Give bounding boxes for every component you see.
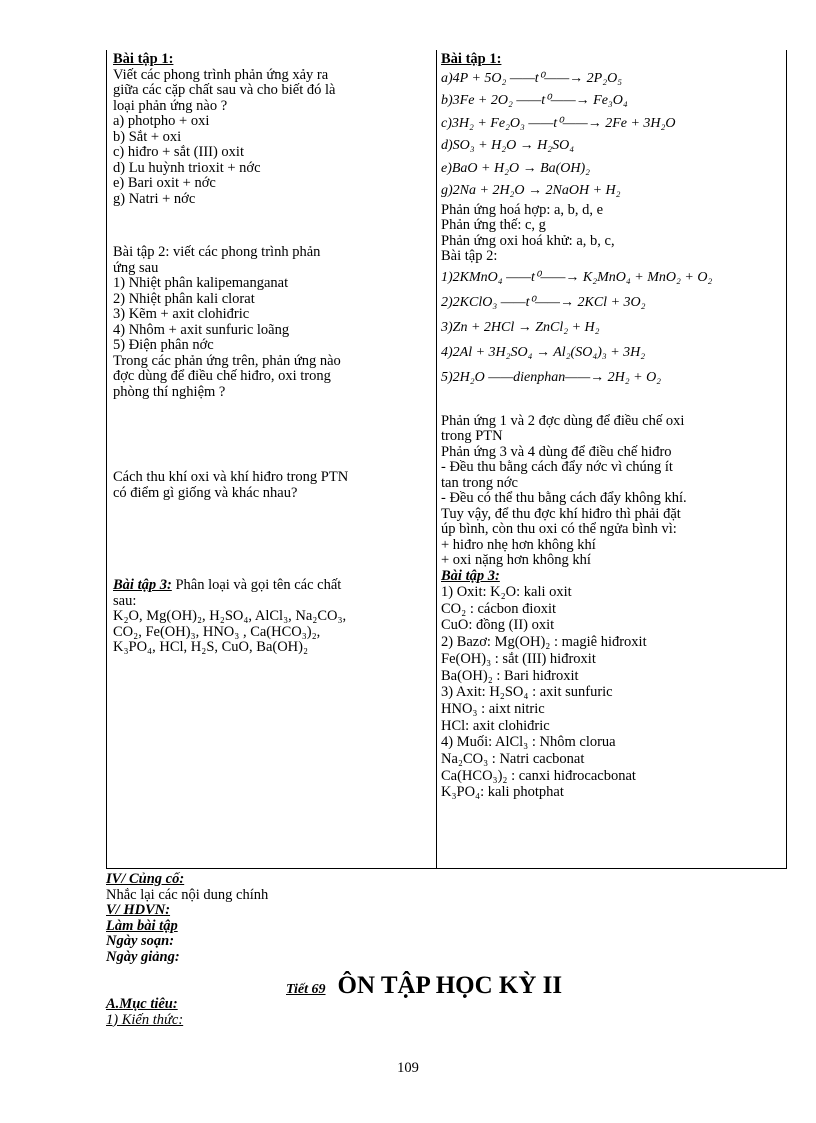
equation: 4)2Al + 3H₂SO₄ → Al₂(SO₄)₃ + 3H₂	[441, 344, 646, 360]
hdvn-heading: V/ HDVN:	[106, 902, 171, 918]
text-line: K₃PO₄: kali photphat	[441, 784, 564, 801]
text-line: b) Sắt + oxi	[113, 128, 182, 145]
right-bt3-lines	[441, 584, 781, 801]
equation: g)2Na + 2H₂O → 2NaOH + H₂	[441, 183, 621, 198]
text-line: Phản ứng thế: c, g	[441, 217, 546, 233]
lesson-footer	[106, 872, 406, 965]
text-line: Na₂CO₃ : Natri cacbonat	[441, 751, 585, 768]
left-bt3-title: Bài tập 3:	[113, 577, 172, 593]
equation: e)BaO + H₂O → Ba(OH)₂	[441, 160, 591, 176]
equation: c)3H₂ + Fe₂O₃ ——t⁰——→ 2Fe + 3H₂O	[441, 115, 676, 131]
text-line: Bài tập 2: viết các phong trình phản	[113, 244, 321, 260]
text-line: d) Lu huỳnh trioxit + nớc	[113, 159, 261, 176]
left-bt2-lines	[113, 245, 423, 400]
text-line: + oxi nặng hơn không khí	[441, 552, 591, 568]
lesson-title: ÔN TẬP HỌC KỲ II	[337, 972, 563, 999]
text-line: 1) Oxit: K₂O: kali oxit	[441, 584, 572, 600]
text-line: HCl: axit clohiđric	[441, 717, 550, 734]
equation: 3)Zn + 2HCl → ZnCl₂ + H₂	[441, 319, 600, 335]
text-line: 4) Nhôm + axit sunfuric loãng	[113, 321, 290, 338]
right-bt1-title: Bài tập 1:	[441, 51, 502, 67]
text-line: - Đều thu bằng cách đẩy nớc vì chúng ít	[441, 459, 673, 475]
text-line: Ba(OH)₂ : Bari hiđroxit	[441, 667, 579, 684]
text-line: 2) Nhiệt phân kali clorat	[113, 290, 255, 307]
left-bt3-intro: Phân loại và gọi tên các chất	[171, 577, 342, 593]
text-line: 3) Axit: H₂SO₄ : axit sunfuric	[441, 684, 613, 701]
ngay-soan-label: Ngày soạn:	[106, 933, 175, 949]
right-answer-lines	[441, 414, 781, 569]
lesson-number: Tiết 69	[286, 982, 326, 997]
text-line: a) photpho + oxi	[113, 113, 210, 129]
equation: b)3Fe + 2O₂ ——t⁰——→ Fe₃O₄	[441, 93, 628, 108]
text-line: 2) Bazơ: Mg(OH)₂ : magiê hiđroxit	[441, 634, 647, 651]
text-line: Phản ứng 1 và 2 đợc dùng để điều chế oxi	[441, 412, 685, 429]
text-line: CO₂ : cácbon đioxit	[441, 600, 556, 617]
text-line: Viết các phong trình phản ứng xảy ra	[113, 66, 329, 83]
text-line: có điểm gì giống và khác nhau?	[113, 484, 298, 501]
text-line: úp bình, còn thu oxi có thể ngửa bình vì:	[441, 521, 677, 537]
text-line: c) hiđro + sắt (III) oxit	[113, 144, 244, 160]
text-line: CuO: đồng (II) oxit	[441, 617, 555, 634]
left-bt3-lines	[113, 594, 423, 656]
equation: 5)2H₂O ——dienphan——→ 2H₂ + O₂	[441, 369, 662, 385]
text-line: g) Natri + nớc	[113, 190, 196, 207]
text-line: ứng sau	[113, 259, 159, 276]
right-bt3-title: Bài tập 3:	[441, 567, 500, 584]
equation: d)SO₃ + H₂O → H₂SO₄	[441, 138, 575, 153]
text-line: Bài tập 2:	[441, 248, 498, 264]
text-line: giữa các cặp chất sau và cho biết đó là	[113, 82, 336, 98]
nhac-lai-text: Nhắc lại các nội dung chính	[106, 886, 269, 903]
equation: 2)2KClO₃ ——t⁰——→ 2KCl + 3O₂	[441, 294, 646, 310]
text-line: Phản ứng 3 và 4 dùng để điều chế hiđro	[441, 443, 672, 460]
column-divider	[436, 50, 437, 868]
exercise-table	[106, 50, 787, 869]
lesson-title-row	[286, 972, 562, 1000]
text-line: Tuy vậy, để thu đợc khí hiđro thì phải đặt	[441, 505, 681, 522]
text-line: + hiđro nhẹ hơn không khí	[441, 536, 596, 553]
left-column	[113, 52, 423, 656]
text-line: tan trong nớc	[441, 474, 518, 491]
text-line: Trong các phản ứng trên, phản ứng nào	[113, 352, 341, 369]
page-number: 109	[397, 1060, 419, 1076]
text-line: loại phản ứng nào ?	[113, 97, 228, 114]
text-line: Phản ứng oxi hoá khử: a, b, c,	[441, 232, 615, 249]
text-line: HNO₃ : aixt nitric	[441, 700, 545, 717]
text-line: trong PTN	[441, 428, 503, 444]
text-line: phòng thí nghiệm ?	[113, 383, 226, 400]
equation: 1)2KMnO₄ ——t⁰——→ K₂MnO₄ + MnO₂ + O₂	[441, 269, 713, 285]
text-line: Fe(OH)₃ : sắt (III) hiđroxit	[441, 650, 596, 667]
text-line: Cách thu khí oxi và khí hiđro trong PTN	[113, 469, 349, 485]
ngay-giang-label: Ngày giảng:	[106, 948, 180, 965]
objectives-block	[106, 997, 183, 1028]
text-line: Phản ứng hoá hợp: a, b, d, e	[441, 201, 604, 218]
left-bt1-lines	[113, 68, 423, 208]
left-bt3-heading	[113, 578, 423, 594]
right-column	[441, 52, 781, 801]
right-bt2-equations	[441, 265, 781, 390]
left-bt1-title: Bài tập 1:	[113, 51, 174, 67]
text-line: CO₂, Fe(OH)₃, HNO₃ , Ca(HCO₃)₂,	[113, 623, 321, 640]
text-line: 5) Điện phân nớc	[113, 337, 214, 353]
text-line: sau:	[113, 592, 137, 609]
right-bt1-equations	[441, 68, 781, 203]
text-line: 4) Muối: AlCl₃ : Nhôm clorua	[441, 734, 616, 751]
text-line: Ca(HCO₃)₂ : canxi hiđrocacbonat	[441, 767, 636, 784]
right-bt1-lines	[441, 203, 781, 265]
text-line: đợc dùng để điều chế hiđro, oxi trong	[113, 368, 331, 384]
lam-bai-heading: Làm bài tập	[106, 917, 178, 934]
text-line: 3) Kẽm + axit clohiđric	[113, 306, 250, 322]
cung-co-heading: IV/ Củng cố:	[106, 871, 185, 887]
text-line: e) Bari oxit + nớc	[113, 175, 216, 191]
text-line: - Đều có thể thu bằng cách đẩy không khí.	[441, 490, 687, 506]
text-line: K₃PO₄, HCl, H₂S, CuO, Ba(OH)₂	[113, 639, 309, 655]
text-line: K₂O, Mg(OH)₂, H₂SO₄, AlCl₃, Na₂CO₃,	[113, 608, 347, 624]
equation: a)4P + 5O₂ ——t⁰——→ 2P₂O₅	[441, 70, 623, 86]
text-line: 1) Nhiệt phân kalipemanganat	[113, 275, 289, 291]
muc-tieu-heading: A.Mục tiêu:	[106, 996, 178, 1012]
kien-thuc-heading: 1) Kiến thức:	[106, 1011, 184, 1028]
left-question-lines	[113, 470, 423, 501]
